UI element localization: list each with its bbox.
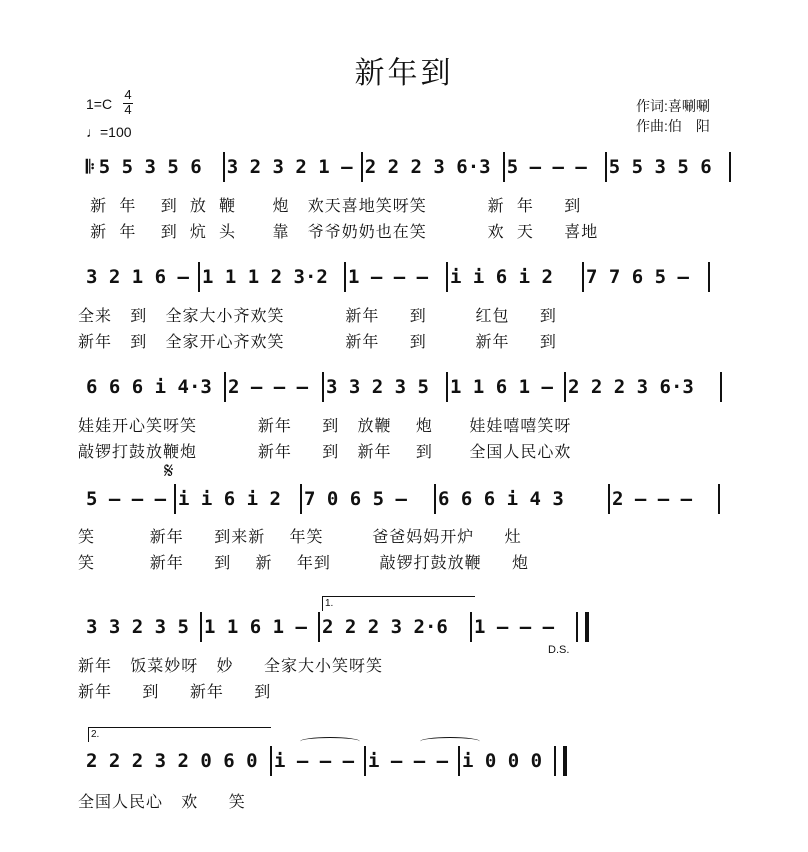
measure: 1 1 1 2 3·2 [202, 266, 328, 288]
barline [270, 746, 272, 776]
second-ending-bracket: 2. [88, 727, 271, 742]
measure: 2 2 2 3 6·3 [364, 156, 491, 178]
lyrics-verse-1: 娃娃开心笑呀笑 新年 到 放鞭 炮 娃娃嘻嘻笑呀 [78, 416, 572, 435]
music-line-1 [86, 152, 746, 182]
barline [344, 262, 346, 292]
barline [608, 484, 610, 514]
measure: 6 6 6 i 4·3 [86, 376, 212, 398]
lyrics-verse-2: 新 年 到 炕 头 靠 爷爷奶奶也在笑 欢 天 喜地 [78, 222, 599, 241]
measure: 7 0 6 5 – [304, 488, 407, 510]
lyrics-verse-1: 新年 饭菜妙呀 妙 全家大小笑呀笑 [78, 656, 383, 675]
music-line-3 [86, 372, 746, 402]
measure: 7 7 6 5 – [586, 266, 689, 288]
lyrics-verse-2: 新年 到 全家开心齐欢笑 新年 到 新年 到 [78, 332, 557, 351]
barline [605, 152, 607, 182]
measure: 5 5 3 5 6 [98, 156, 202, 178]
measure: 2 – – – [228, 376, 309, 398]
measure: 2 2 2 3 2 0 6 0 [86, 750, 258, 772]
measure: i – – – [368, 750, 449, 772]
first-ending-bracket: 1. [322, 596, 475, 611]
barline [200, 612, 202, 642]
measure: 1 – – – [348, 266, 429, 288]
lyricist: 作词:喜唰唰 [636, 98, 710, 114]
barline [582, 262, 584, 292]
double-barline [576, 612, 589, 642]
barline [364, 746, 366, 776]
barline [446, 262, 448, 292]
tie-mark [300, 737, 360, 746]
barline [198, 262, 200, 292]
music-line-2 [86, 262, 746, 292]
time-top: 4 [124, 87, 132, 102]
lyrics-verse-2: 笑 新年 到 新 年到 敲锣打鼓放鞭 炮 [78, 553, 530, 572]
measure: i 0 0 0 [462, 750, 543, 772]
measure: 3 2 1 6 – [86, 266, 189, 288]
barline [446, 372, 448, 402]
time-bottom: 4 [124, 102, 132, 117]
lyrics-verse-1: 笑 新年 到来新 年笑 爸爸妈妈开炉 灶 [78, 527, 522, 546]
lyrics-verse-1: 全国人民心 欢 笑 [78, 792, 246, 811]
barline [718, 484, 720, 514]
barline [318, 612, 320, 642]
tie-mark [420, 737, 480, 746]
music-line-5 [86, 612, 606, 642]
music-line-6 [86, 746, 586, 776]
tempo-marking: ♩=100 [86, 124, 132, 140]
barline [503, 152, 505, 182]
measure: 5 – – – [506, 156, 587, 178]
measure: 1 1 6 1 – [204, 616, 307, 638]
music-line-4 [86, 484, 746, 514]
measure: i i 6 i 2 [178, 488, 281, 510]
barline [224, 372, 226, 402]
measure: i i 6 i 2 [450, 266, 553, 288]
measure: 2 – – – [612, 488, 693, 510]
dal-segno-marking: D.S. [548, 644, 570, 656]
barline [223, 152, 225, 182]
measure: 3 2 3 2 1 – [226, 156, 353, 178]
barline [361, 152, 363, 182]
measure: 2 2 2 3 6·3 [568, 376, 694, 398]
measure: i – – – [274, 750, 355, 772]
segno-sign: 𝄋 [164, 459, 174, 484]
barline [322, 372, 324, 402]
measure: 2 2 2 3 2·6 [322, 616, 448, 638]
lyrics-verse-1: 新 年 到 放 鞭 炮 欢天喜地笑呀笑 新 年 到 [78, 196, 582, 215]
barline [720, 372, 722, 402]
measure: 3 3 2 3 5 [326, 376, 429, 398]
barline [174, 484, 176, 514]
barline [458, 746, 460, 776]
barline [470, 612, 472, 642]
measure: 5 5 3 5 6 [608, 156, 712, 178]
measure: 3 3 2 3 5 [86, 616, 189, 638]
barline [434, 484, 436, 514]
lyrics-verse-2: 新年 到 新年 到 [78, 682, 272, 701]
measure: 5 – – – [86, 488, 167, 510]
barline [708, 262, 710, 292]
measure: 6 6 6 i 4 3 [438, 488, 564, 510]
measure: 1 – – – [474, 616, 555, 638]
lyrics-verse-2: 敲锣打鼓放鞭炮 新年 到 新年 到 全国人民心欢 [78, 442, 572, 461]
time-signature [123, 89, 133, 116]
measure: 1 1 6 1 – [450, 376, 553, 398]
composer: 作曲:伯 阳 [636, 118, 710, 134]
barline [729, 152, 731, 182]
barline [300, 484, 302, 514]
song-title: 新年到 [354, 56, 454, 91]
lyrics-verse-1: 全来 到 全家大小齐欢笑 新年 到 红包 到 [78, 306, 557, 325]
final-barline [554, 746, 567, 776]
barline [564, 372, 566, 402]
key-signature: 1=C [86, 96, 113, 112]
repeat-start-sign: 𝄆 [86, 156, 95, 178]
